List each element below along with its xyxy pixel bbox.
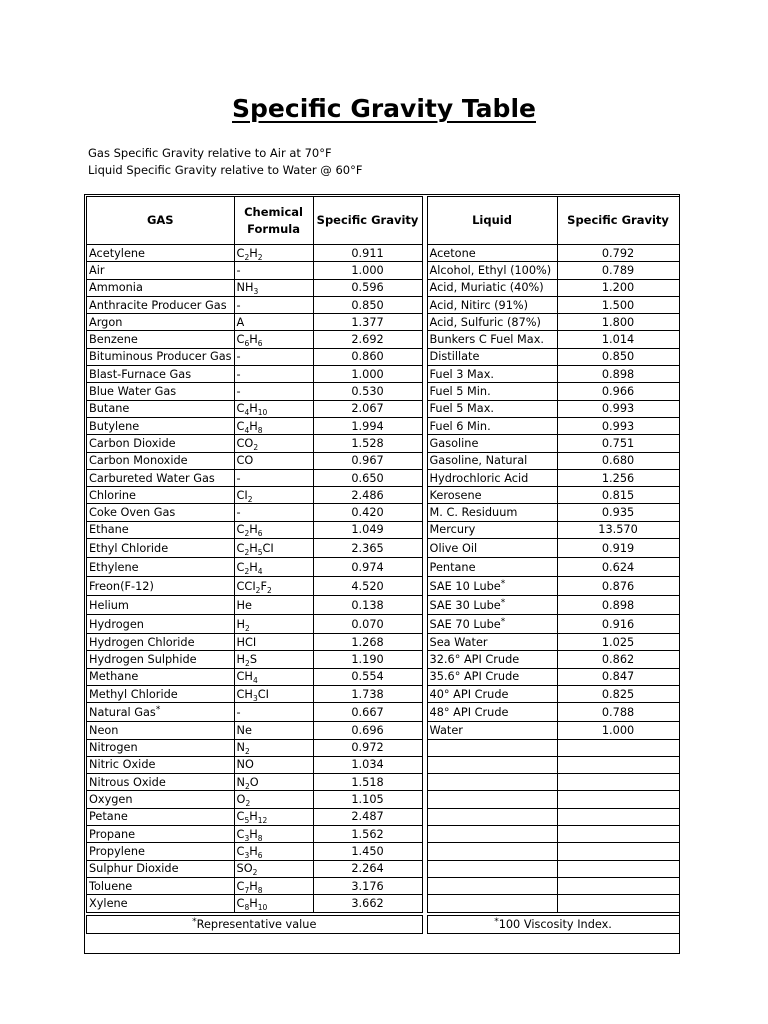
formula-cell: - <box>234 383 313 400</box>
liquid-name-cell: Hydrochloric Acid <box>427 469 557 486</box>
table-row <box>87 314 680 331</box>
liquid-name-cell: Bunkers C Fuel Max. <box>427 331 557 348</box>
liquid-sg-cell: 1.256 <box>557 469 679 486</box>
liquid-name-cell: Fuel 3 Max. <box>427 366 557 383</box>
gas-sg-cell: 0.667 <box>313 703 422 722</box>
liquid-sg-cell <box>557 791 679 808</box>
gas-sg-cell: 1.268 <box>313 634 422 651</box>
gas-name-cell: Ammonia <box>87 279 235 296</box>
liquid-name-cell: Gasoline <box>427 435 557 452</box>
liquid-name-cell: Fuel 5 Min. <box>427 383 557 400</box>
gas-name-cell: Blast-Furnace Gas <box>87 366 235 383</box>
liquid-name-cell: Kerosene <box>427 487 557 504</box>
formula-cell: $N_2O$ <box>234 774 313 791</box>
gas-sg-cell: 1.562 <box>313 826 422 843</box>
liquid-sg-column-header: Specific Gravity <box>557 197 679 245</box>
formula-cell: $C_8H_{10}$ <box>234 895 313 912</box>
gas-name-cell: Methyl Chloride <box>87 685 235 702</box>
liquid-name-cell: Fuel 5 Max. <box>427 400 557 417</box>
liquid-sg-cell: 0.993 <box>557 417 679 434</box>
gas-sg-cell: 1.528 <box>313 435 422 452</box>
table-row <box>87 668 680 685</box>
gas-name-cell: Helium <box>87 596 235 615</box>
liquid-sg-cell: 0.825 <box>557 685 679 702</box>
formula-cell: HCI <box>234 634 313 651</box>
table-row <box>87 634 680 651</box>
liquid-name-cell: 35.6° API Crude <box>427 668 557 685</box>
liquid-sg-cell: 13.570 <box>557 521 679 538</box>
formula-cell: - <box>234 366 313 383</box>
liquid-sg-cell <box>557 739 679 756</box>
table-row <box>87 331 680 348</box>
liquid-sg-cell: 1.014 <box>557 331 679 348</box>
gas-sg-cell: 2.365 <box>313 539 422 558</box>
gas-name-cell: Freon(F-12) <box>87 577 235 596</box>
liquid-sg-cell: 0.680 <box>557 452 679 469</box>
formula-cell: $C_5H_{12}$ <box>234 808 313 825</box>
liquid-name-cell: M. C. Residuum <box>427 504 557 521</box>
liquid-name-cell: Acid, Sulfuric (87%) <box>427 314 557 331</box>
gas-sg-cell: 1.105 <box>313 791 422 808</box>
table-row <box>87 722 680 739</box>
table-row <box>87 615 680 634</box>
formula-cell: $H_2S$ <box>234 651 313 668</box>
gas-sg-cell: 3.176 <box>313 877 422 894</box>
gas-name-cell: Toluene <box>87 877 235 894</box>
liquid-sg-cell: 0.916 <box>557 615 679 634</box>
liquid-sg-cell <box>557 774 679 791</box>
gas-sg-cell: 0.554 <box>313 668 422 685</box>
gas-name-cell: Methane <box>87 668 235 685</box>
gas-sg-cell: 1.994 <box>313 417 422 434</box>
table-row <box>87 739 680 756</box>
liquid-name-cell: SAE 70 Lube* <box>427 615 557 634</box>
table-row <box>87 808 680 825</box>
formula-cell: $C_7H_8$ <box>234 877 313 894</box>
gas-name-cell: Ethyl Chloride <box>87 539 235 558</box>
gas-name-cell: Argon <box>87 314 235 331</box>
liquid-sg-cell: 0.815 <box>557 487 679 504</box>
liquid-sg-cell <box>557 826 679 843</box>
gas-name-cell: Xylene <box>87 895 235 912</box>
formula-cell: $C_2H_5CI$ <box>234 539 313 558</box>
liquid-name-cell: Acid, Nitirc (91%) <box>427 296 557 313</box>
liquid-name-cell <box>427 895 557 912</box>
gas-name-cell: Chlorine <box>87 487 235 504</box>
formula-cell: - <box>234 296 313 313</box>
gas-sg-cell: 0.911 <box>313 245 422 262</box>
gas-name-cell: Acetylene <box>87 245 235 262</box>
liquid-sg-cell: 1.500 <box>557 296 679 313</box>
formula-cell: $C_2H_4$ <box>234 558 313 577</box>
liquid-reference-note: Liquid Specific Gravity relative to Water @ 60°F <box>88 163 363 177</box>
liquid-name-cell <box>427 826 557 843</box>
gas-name-cell: Butane <box>87 400 235 417</box>
liquid-name-cell: Acetone <box>427 245 557 262</box>
asterisk-mark: * <box>155 704 161 715</box>
table-header-row <box>87 197 680 245</box>
gas-reference-note: Gas Specific Gravity relative to Air at 70°F <box>88 146 332 160</box>
asterisk-mark: * <box>500 616 506 627</box>
liquid-name-cell <box>427 843 557 860</box>
gas-name-cell: Hydrogen Sulphide <box>87 651 235 668</box>
formula-cell: $CH_4$ <box>234 668 313 685</box>
liquid-sg-cell: 0.751 <box>557 435 679 452</box>
liquid-name-cell: Gasoline, Natural <box>427 452 557 469</box>
formula-cell: - <box>234 504 313 521</box>
gas-sg-cell: 1.000 <box>313 262 422 279</box>
gas-sg-cell: 2.486 <box>313 487 422 504</box>
formula-cell: A <box>234 314 313 331</box>
gas-name-cell: Air <box>87 262 235 279</box>
table-row <box>87 756 680 773</box>
formula-cell: $O_2$ <box>234 791 313 808</box>
gas-name-cell: Carbon Monoxide <box>87 452 235 469</box>
table-row <box>87 843 680 860</box>
formula-cell: $N_2$ <box>234 739 313 756</box>
liquid-name-cell <box>427 808 557 825</box>
asterisk-mark: * <box>192 916 197 927</box>
gas-name-cell: Propane <box>87 826 235 843</box>
formula-cell: $CO_2$ <box>234 435 313 452</box>
footnote-row <box>87 915 680 933</box>
formula-cell: CO <box>234 452 313 469</box>
formula-cell: - <box>234 262 313 279</box>
gas-name-cell: Nitric Oxide <box>87 756 235 773</box>
gas-sg-cell: 2.487 <box>313 808 422 825</box>
gas-name-cell: Carbureted Water Gas <box>87 469 235 486</box>
gas-sg-cell: 0.420 <box>313 504 422 521</box>
table-row <box>87 577 680 596</box>
liquid-name-cell <box>427 756 557 773</box>
liquid-name-cell: 48° API Crude <box>427 703 557 722</box>
liquid-sg-cell <box>557 860 679 877</box>
table-row <box>87 296 680 313</box>
gas-name-cell: Hydrogen Chloride <box>87 634 235 651</box>
formula-cell: $CH_3CI$ <box>234 685 313 702</box>
table-row <box>87 504 680 521</box>
liquid-name-cell: Fuel 6 Min. <box>427 417 557 434</box>
liquid-name-cell: Sea Water <box>427 634 557 651</box>
liquid-sg-cell: 0.993 <box>557 400 679 417</box>
formula-cell: He <box>234 596 313 615</box>
gas-sg-cell: 0.974 <box>313 558 422 577</box>
gas-sg-cell: 0.967 <box>313 452 422 469</box>
asterisk-mark: * <box>494 916 499 927</box>
table-row <box>87 685 680 702</box>
formula-cell: Ne <box>234 722 313 739</box>
liquid-name-cell: Pentane <box>427 558 557 577</box>
table-row <box>87 366 680 383</box>
gas-footnote: *Representative value <box>87 915 423 933</box>
liquid-name-cell: Olive Oil <box>427 539 557 558</box>
gas-sg-cell: 0.972 <box>313 739 422 756</box>
table-row <box>87 400 680 417</box>
formula-cell: $C_4H_{10}$ <box>234 400 313 417</box>
gas-sg-cell: 1.518 <box>313 774 422 791</box>
liquid-name-cell <box>427 877 557 894</box>
table-row <box>87 860 680 877</box>
gas-sg-cell: 3.662 <box>313 895 422 912</box>
formula-cell: $C_2H_2$ <box>234 245 313 262</box>
gas-sg-cell: 1.450 <box>313 843 422 860</box>
liquid-sg-cell: 0.876 <box>557 577 679 596</box>
table-row <box>87 791 680 808</box>
gas-name-cell: Blue Water Gas <box>87 383 235 400</box>
gas-sg-cell: 0.650 <box>313 469 422 486</box>
table-row <box>87 469 680 486</box>
liquid-sg-cell <box>557 877 679 894</box>
liquid-footnote: *100 Viscosity Index. <box>427 915 679 933</box>
liquid-name-cell: Distillate <box>427 348 557 365</box>
formula-cell: $C_3H_8$ <box>234 826 313 843</box>
gas-sg-cell: 1.377 <box>313 314 422 331</box>
formula-cell: $CI_2$ <box>234 487 313 504</box>
liquid-name-cell: Alcohol, Ethyl (100%) <box>427 262 557 279</box>
asterisk-mark: * <box>500 597 506 608</box>
table-row <box>87 596 680 615</box>
liquid-sg-cell: 0.789 <box>557 262 679 279</box>
liquid-sg-cell <box>557 843 679 860</box>
table-row <box>87 703 680 722</box>
liquid-sg-cell <box>557 808 679 825</box>
formula-cell: $C_4H_8$ <box>234 417 313 434</box>
formula-column-header: Chemical Formula <box>234 197 313 245</box>
gas-name-cell: Oxygen <box>87 791 235 808</box>
gas-name-cell: Benzene <box>87 331 235 348</box>
liquid-sg-cell: 0.788 <box>557 703 679 722</box>
gas-sg-cell: 0.596 <box>313 279 422 296</box>
table-row <box>87 348 680 365</box>
formula-cell: - <box>234 703 313 722</box>
table-row <box>87 521 680 538</box>
gas-sg-cell: 0.530 <box>313 383 422 400</box>
gas-sg-cell: 0.850 <box>313 296 422 313</box>
gas-sg-cell: 1.049 <box>313 521 422 538</box>
formula-cell: $H_2$ <box>234 615 313 634</box>
liquid-sg-cell: 0.847 <box>557 668 679 685</box>
table-row <box>87 539 680 558</box>
page-title: Specific Gravity Table <box>232 94 536 123</box>
liquid-sg-cell: 1.025 <box>557 634 679 651</box>
gas-sg-cell: 2.264 <box>313 860 422 877</box>
liquid-sg-cell: 0.966 <box>557 383 679 400</box>
formula-cell: $C_3H_6$ <box>234 843 313 860</box>
liquid-name-cell: Water <box>427 722 557 739</box>
liquid-sg-cell: 0.935 <box>557 504 679 521</box>
table-row <box>87 262 680 279</box>
liquid-name-cell: Mercury <box>427 521 557 538</box>
gas-name-cell: Anthracite Producer Gas <box>87 296 235 313</box>
gas-sg-cell: 1.000 <box>313 366 422 383</box>
liquid-sg-cell <box>557 895 679 912</box>
gas-sg-cell: 2.692 <box>313 331 422 348</box>
gas-name-cell: Butylene <box>87 417 235 434</box>
gas-name-cell: Nitrogen <box>87 739 235 756</box>
gas-name-cell: Ethylene <box>87 558 235 577</box>
gas-name-cell: Coke Oven Gas <box>87 504 235 521</box>
liquid-name-cell: 32.6° API Crude <box>427 651 557 668</box>
gas-name-cell: Sulphur Dioxide <box>87 860 235 877</box>
table-row <box>87 279 680 296</box>
gas-name-cell: Neon <box>87 722 235 739</box>
gas-name-cell: Ethane <box>87 521 235 538</box>
liquid-sg-cell: 0.624 <box>557 558 679 577</box>
table-row <box>87 826 680 843</box>
gas-column-header: GAS <box>87 197 235 245</box>
gas-sg-cell: 0.138 <box>313 596 422 615</box>
liquid-name-cell: SAE 10 Lube* <box>427 577 557 596</box>
gas-name-cell: Nitrous Oxide <box>87 774 235 791</box>
table-row <box>87 651 680 668</box>
liquid-sg-cell: 0.898 <box>557 596 679 615</box>
gas-sg-cell: 1.190 <box>313 651 422 668</box>
gas-name-cell: Bituminous Producer Gas <box>87 348 235 365</box>
liquid-sg-cell: 0.850 <box>557 348 679 365</box>
liquid-sg-cell: 0.792 <box>557 245 679 262</box>
table-row <box>87 895 680 912</box>
liquid-sg-cell <box>557 756 679 773</box>
gas-sg-cell: 0.696 <box>313 722 422 739</box>
table-row <box>87 383 680 400</box>
formula-cell: - <box>234 469 313 486</box>
gas-name-cell: Natural Gas* <box>87 703 235 722</box>
formula-cell: - <box>234 348 313 365</box>
table-row <box>87 558 680 577</box>
liquid-name-cell <box>427 791 557 808</box>
liquid-name-cell <box>427 860 557 877</box>
specific-gravity-table <box>86 196 680 934</box>
liquid-name-cell: SAE 30 Lube* <box>427 596 557 615</box>
gas-sg-cell: 4.520 <box>313 577 422 596</box>
table-row <box>87 452 680 469</box>
gas-name-cell: Carbon Dioxide <box>87 435 235 452</box>
liquid-sg-cell: 0.862 <box>557 651 679 668</box>
asterisk-mark: * <box>500 578 506 589</box>
liquid-name-cell: 40° API Crude <box>427 685 557 702</box>
liquid-sg-cell: 1.800 <box>557 314 679 331</box>
gas-name-cell: Petane <box>87 808 235 825</box>
liquid-sg-cell: 0.898 <box>557 366 679 383</box>
gas-sg-cell: 1.034 <box>313 756 422 773</box>
liquid-column-header: Liquid <box>427 197 557 245</box>
gas-name-cell: Propylene <box>87 843 235 860</box>
formula-cell: $NH_3$ <box>234 279 313 296</box>
table-row <box>87 435 680 452</box>
gas-sg-cell: 0.070 <box>313 615 422 634</box>
liquid-name-cell: Acid, Muriatic (40%) <box>427 279 557 296</box>
liquid-name-cell <box>427 774 557 791</box>
formula-cell: $CCI_2F_2$ <box>234 577 313 596</box>
liquid-sg-cell: 0.919 <box>557 539 679 558</box>
gas-name-cell: Hydrogen <box>87 615 235 634</box>
formula-cell: $SO_2$ <box>234 860 313 877</box>
table-row <box>87 774 680 791</box>
gas-sg-cell: 2.067 <box>313 400 422 417</box>
liquid-sg-cell: 1.000 <box>557 722 679 739</box>
gas-sg-cell: 0.860 <box>313 348 422 365</box>
gas-sg-cell: 1.738 <box>313 685 422 702</box>
liquid-sg-cell: 1.200 <box>557 279 679 296</box>
gas-sg-column-header: Specific Gravity <box>313 197 422 245</box>
formula-cell: NO <box>234 756 313 773</box>
table-row <box>87 877 680 894</box>
table-row <box>87 417 680 434</box>
formula-cell: $C_6H_6$ <box>234 331 313 348</box>
table-row <box>87 245 680 262</box>
liquid-name-cell <box>427 739 557 756</box>
table-row <box>87 487 680 504</box>
formula-cell: $C_2H_6$ <box>234 521 313 538</box>
